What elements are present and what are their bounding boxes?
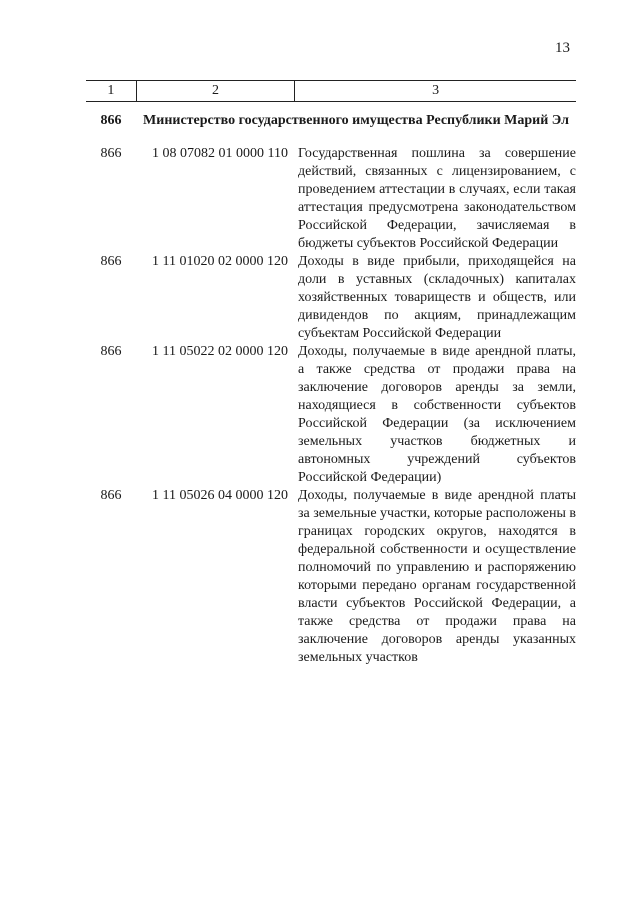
- table-header: [86, 80, 576, 102]
- admin-code: 866: [100, 254, 122, 269]
- revenue-code: 1 11 05026 04 0000 120: [152, 488, 288, 503]
- table-row: [86, 343, 576, 487]
- revenue-description: Доходы, получаемые в виде арендной платы за земельные участки, которые расположены в границах городских округов, находятся в федеральной собственности и осуществление полномочий по управлению и распоряжению которыми передано органам государственной власти субъектов Российской Федерации, а также средства от продажи права на заключение договоров аренды указанных земельных участков: [298, 488, 576, 665]
- revenue-description: Доходы в виде прибыли, приходящейся на доли в уставных (складочных) капиталах хозяйственных товариществ и обществ, или дивидендов по акциям, принадлежащим субъектам Российской Федерации: [298, 254, 576, 341]
- header-col-3: 3: [432, 83, 440, 98]
- table-row: [86, 145, 576, 253]
- revenue-description: Доходы, получаемые в виде арендной платы, а также средства от продажи права на заключение договоров аренды за земли, находящиеся в собственности субъектов Российской Федерации (за исключением земельных участков бюджетных и автономных учреждений субъектов Российской Федерации): [298, 344, 576, 485]
- ministry-name: Министерство государственного имущества Республики Марий Эл: [143, 113, 569, 128]
- table-row: [86, 487, 576, 667]
- header-col-2: 2: [137, 81, 295, 101]
- admin-code: 866: [100, 146, 122, 161]
- revenue-description: Государственная пошлина за совершение действий, связанных с лицензированием, с проведением аттестации в случаях, если такая аттестация предусмотрена законодательством Российской Федерации, зачисляемая в бюджеты субъектов Российской Федерации: [298, 146, 576, 251]
- header-col-1: 1: [86, 81, 137, 101]
- revenue-table: [86, 80, 576, 667]
- admin-code: 866: [100, 488, 122, 503]
- revenue-code: 1 08 07082 01 0000 110: [152, 146, 288, 161]
- table-row: [86, 253, 576, 343]
- revenue-code: 1 11 05022 02 0000 120: [152, 344, 288, 359]
- revenue-code: 1 11 01020 02 0000 120: [152, 254, 288, 269]
- page-number: 13: [555, 40, 570, 56]
- ministry-code: 866: [100, 113, 122, 128]
- ministry-row: [86, 112, 576, 130]
- table-body: [86, 145, 576, 667]
- admin-code: 866: [100, 344, 122, 359]
